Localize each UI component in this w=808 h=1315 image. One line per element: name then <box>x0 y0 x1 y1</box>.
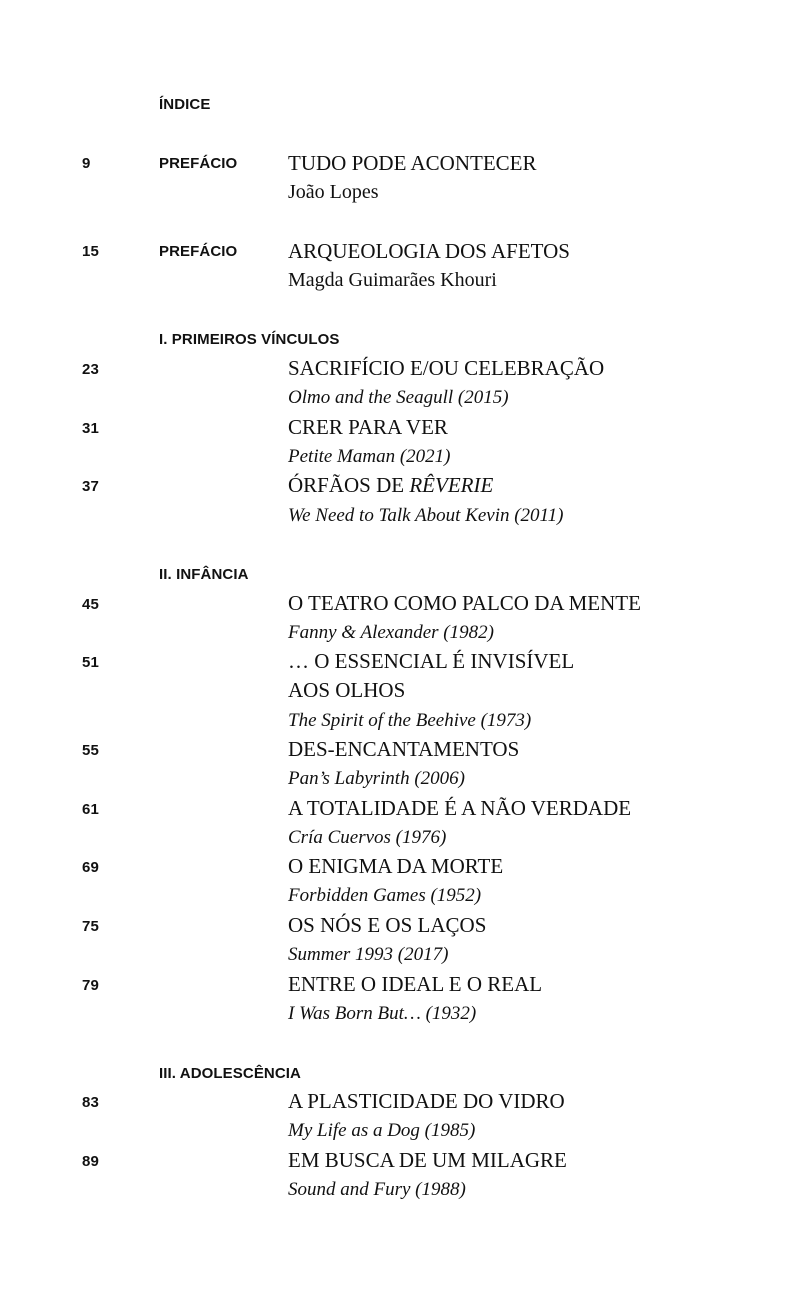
entry-title-continued: AOS OLHOS <box>288 678 406 702</box>
film-title: The Spirit of the Beehive (1973) <box>288 710 532 731</box>
index-title: ÍNDICE <box>159 96 211 113</box>
page-number: 69 <box>82 859 99 876</box>
entry-title: DES-ENCANTAMENTOS <box>288 737 520 761</box>
page-number: 15 <box>82 243 99 260</box>
entry-title: O TEATRO COMO PALCO DA MENTE <box>288 591 641 615</box>
page-number: 75 <box>82 918 99 935</box>
film-title: Petite Maman (2021) <box>288 446 451 467</box>
section-heading: I. PRIMEIROS VÍNCULOS <box>159 331 340 348</box>
entry-title: CRER PARA VER <box>288 415 448 439</box>
entry-title: … O ESSENCIAL É INVISÍVEL <box>288 649 575 673</box>
page-number: 45 <box>82 596 99 613</box>
film-title: We Need to Talk About Kevin (2011) <box>288 505 564 526</box>
entry-title: A TOTALIDADE É A NÃO VERDADE <box>288 796 632 820</box>
film-title: Sound and Fury (1988) <box>288 1179 466 1200</box>
entry-title-roman: ÓRFÃOS DE <box>288 473 410 497</box>
page-number: 61 <box>82 801 99 818</box>
entry-title: ARQUEOLOGIA DOS AFETOS <box>288 239 570 263</box>
page-number: 9 <box>82 155 91 172</box>
film-title: Summer 1993 (2017) <box>288 944 449 965</box>
film-title: Olmo and the Seagull (2015) <box>288 387 509 408</box>
page-number: 83 <box>82 1094 99 1111</box>
preface-author: João Lopes <box>288 181 379 203</box>
page-number: 51 <box>82 654 99 671</box>
film-title: Cría Cuervos (1976) <box>288 827 447 848</box>
page-number: 37 <box>82 478 99 495</box>
film-title: Fanny & Alexander (1982) <box>288 622 494 643</box>
entry-title <box>288 471 493 500</box>
film-title: Forbidden Games (1952) <box>288 885 482 906</box>
preface-author: Magda Guimarães Khouri <box>288 269 497 291</box>
film-title: My Life as a Dog (1985) <box>288 1120 476 1141</box>
entry-title: SACRIFÍCIO E/OU CELEBRAÇÃO <box>288 356 605 380</box>
page-number: 79 <box>82 977 99 994</box>
entry-title: O ENIGMA DA MORTE <box>288 854 504 878</box>
film-title: Pan’s Labyrinth (2006) <box>288 768 465 789</box>
entry-title: EM BUSCA DE UM MILAGRE <box>288 1148 567 1172</box>
page-number: 89 <box>82 1153 99 1170</box>
section-heading: III. ADOLESCÊNCIA <box>159 1065 301 1082</box>
preface-label: PREFÁCIO <box>159 243 238 260</box>
entry-title: ENTRE O IDEAL E O REAL <box>288 972 543 996</box>
entry-title: TUDO PODE ACONTECER <box>288 151 537 175</box>
page-number: 55 <box>82 742 99 759</box>
page-number: 23 <box>82 361 99 378</box>
entry-title: A PLASTICIDADE DO VIDRO <box>288 1089 565 1113</box>
entry-title-italic: RÊVERIE <box>409 473 494 497</box>
entry-title: OS NÓS E OS LAÇOS <box>288 913 487 937</box>
preface-label: PREFÁCIO <box>159 155 238 172</box>
section-heading: II. INFÂNCIA <box>159 566 249 583</box>
film-title: I Was Born But… (1932) <box>288 1003 477 1024</box>
page-number: 31 <box>82 420 99 437</box>
